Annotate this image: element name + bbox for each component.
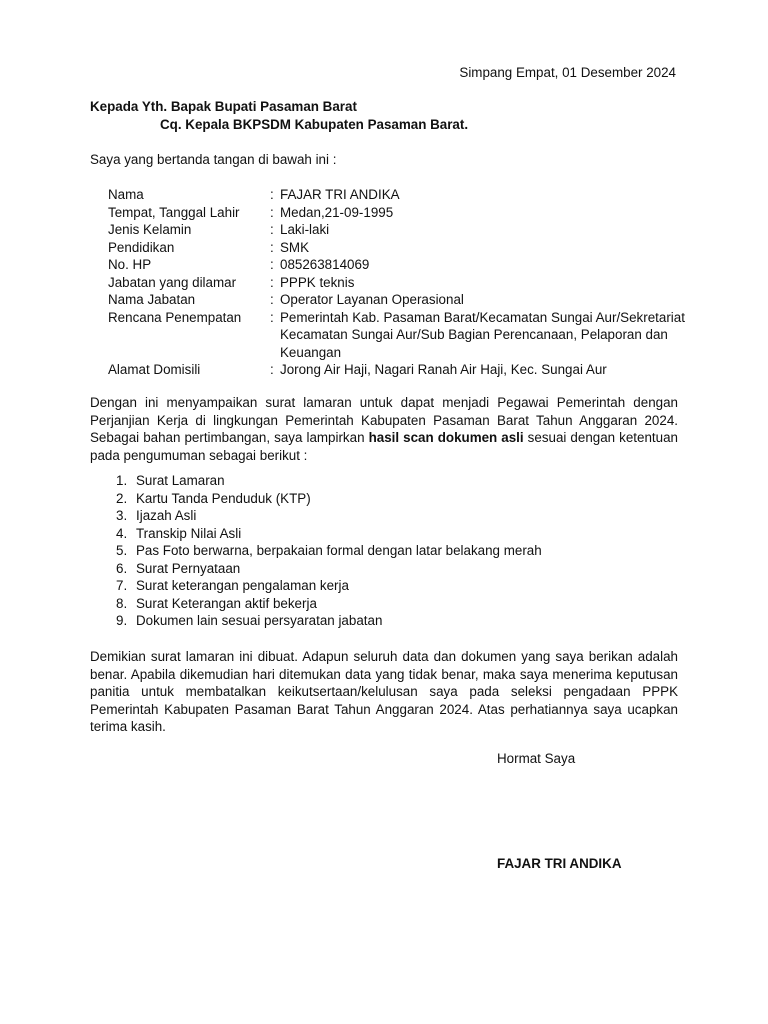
signer-name: FAJAR TRI ANDIKA (497, 856, 622, 871)
field-row-jenis-kelamin (108, 221, 688, 239)
field-colon: : (270, 204, 274, 220)
field-label: Rencana Penempatan (108, 309, 242, 325)
list-number: 2. (116, 490, 128, 506)
field-label: Nama Jabatan (108, 292, 196, 307)
list-number: 1. (116, 473, 128, 488)
field-value: Laki-laki (280, 222, 330, 237)
list-item (90, 472, 542, 490)
list-item-text: Pas Foto berwarna, berpakaian formal dengan latar belakang merah (136, 543, 542, 558)
list-number: 8. (116, 595, 128, 611)
field-colon: : (270, 239, 274, 255)
field-label: Alamat Domisili (108, 362, 201, 377)
intro-text: Saya yang bertanda tangan di bawah ini : (90, 152, 337, 167)
place-date: Simpang Empat, 01 Desember 2024 (459, 65, 676, 80)
field-row-nama-jabatan (108, 291, 688, 309)
field-value: 085263814069 (280, 257, 370, 272)
field-colon: : (270, 292, 274, 307)
field-value: Jorong Air Haji, Nagari Ranah Air Haji, Kec. Sungai Aur (280, 362, 607, 377)
list-item (90, 595, 542, 613)
field-row-alamat (108, 361, 688, 379)
list-item (90, 542, 542, 560)
list-item-text: Transkip Nilai Asli (136, 525, 242, 541)
list-item-text: Dokumen lain sesuai persyaratan jabatan (136, 613, 383, 628)
paragraph-bold-text: hasil scan dokumen asli (368, 430, 524, 445)
list-item-text: Kartu Tanda Penduduk (KTP) (136, 490, 311, 506)
paragraph-text: Dengan ini menyampaikan surat lamaran untuk dapat menjadi Pegawai Pemerintah dengan Perjanjian Kerja di lingkungan Pemerintah Kabupaten Pasaman Barat Tahun Anggaran 2024. Sebagai bahan pertimbangan, saya lampirkan (90, 395, 678, 445)
applicant-fields (108, 186, 688, 379)
list-item-text: Surat Lamaran (136, 473, 225, 488)
field-colon: : (270, 222, 274, 237)
body-paragraph-2: Demikian surat lamaran ini dibuat. Adapun seluruh data dan dokumen yang saya berikan adalah benar. Apabila dikemudian hari ditemukan data yang tidak benar, maka saya menerima keputusan panitia untuk membatalkan keikutsertaan/kelulusan saya pada seleksi pengadaan PPPK Pemerintah Kabupaten Pasaman Barat Tahun Anggaran 2024. Atas perhatiannya saya ucapkan terima kasih. (90, 649, 678, 734)
list-item (90, 612, 542, 630)
field-colon: : (270, 274, 274, 290)
field-colon: : (270, 362, 274, 377)
list-number: 6. (116, 560, 128, 576)
list-item (90, 577, 542, 595)
field-row-pendidikan (108, 239, 688, 257)
field-row-rencana-penempatan (108, 309, 688, 362)
field-value: Medan,21-09-1995 (280, 204, 394, 220)
field-row-no-hp (108, 256, 688, 274)
list-number: 4. (116, 525, 128, 541)
list-number: 5. (116, 543, 128, 558)
list-item (90, 490, 542, 508)
list-number: 9. (116, 613, 128, 628)
field-row-jabatan-dilamar (108, 274, 688, 292)
field-label: No. HP (108, 257, 152, 272)
list-item (90, 507, 542, 525)
body-paragraph-1 (90, 394, 678, 464)
field-value: Pemerintah Kab. Pasaman Barat/Kecamatan Sungai Aur/Sekretariat Kecamatan Sungai Aur/Sub Bagian Perencanaan, Pelaporan dan Keuangan (280, 309, 685, 360)
list-item (90, 525, 542, 543)
field-row-nama (108, 186, 688, 204)
field-colon: : (270, 187, 274, 202)
field-value: Operator Layanan Operasional (280, 292, 464, 307)
recipient-line-2: Cq. Kepala BKPSDM Kabupaten Pasaman Barat. (160, 117, 469, 132)
list-item (90, 560, 542, 578)
list-number: 7. (116, 578, 128, 593)
list-item-text: Surat keterangan pengalaman kerja (136, 578, 349, 593)
field-label: Jenis Kelamin (108, 222, 192, 237)
field-label: Jabatan yang dilamar (108, 274, 237, 290)
attachment-list (90, 472, 542, 630)
list-number: 3. (116, 508, 128, 523)
list-item-text: Ijazah Asli (136, 508, 197, 523)
list-item-text: Surat Pernyataan (136, 560, 241, 576)
paragraph-text: sesuai dengan ketentuan pada pengumuman sebagai berikut : (90, 430, 678, 463)
field-value: SMK (280, 239, 310, 255)
field-value: FAJAR TRI ANDIKA (280, 187, 400, 202)
field-label: Nama (108, 187, 144, 202)
field-colon: : (270, 309, 274, 325)
field-row-ttl (108, 204, 688, 222)
field-label: Pendidikan (108, 239, 175, 255)
field-label: Tempat, Tanggal Lahir (108, 204, 240, 220)
field-value: PPPK teknis (280, 274, 355, 290)
list-item-text: Surat Keterangan aktif bekerja (136, 595, 317, 611)
closing-salutation: Hormat Saya (497, 751, 576, 766)
recipient-line-1: Kepada Yth. Bapak Bupati Pasaman Barat (90, 99, 357, 114)
field-colon: : (270, 257, 274, 272)
